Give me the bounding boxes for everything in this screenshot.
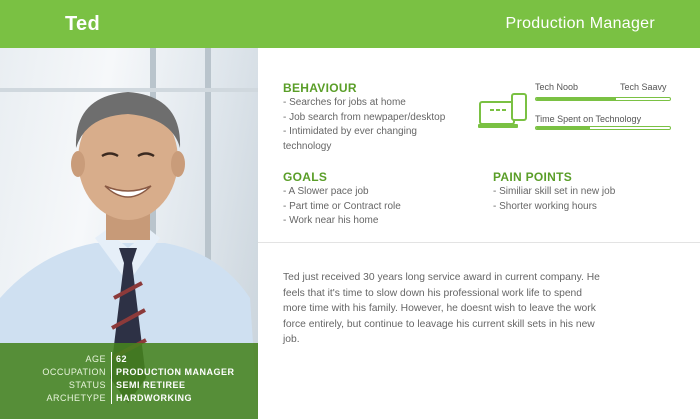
list-item: - Work near his home [283, 215, 379, 226]
list-item: - A Slower pace job [283, 186, 369, 197]
pain-points-list [493, 185, 683, 214]
tech-saavy-label: Tech Saavy [620, 82, 667, 92]
persona-name: Ted [65, 12, 100, 35]
time-spent-meter [535, 126, 671, 130]
profile-key: ARCHETYPE [46, 393, 106, 403]
tech-savvy-meter [535, 97, 671, 101]
list-item: - Similiar skill set in new job [493, 186, 616, 197]
time-spent-label: Time Spent on Technology [535, 114, 642, 124]
tech-noob-label: Tech Noob [535, 82, 579, 92]
profile-value: 62 [116, 354, 128, 364]
section-divider [258, 242, 700, 243]
profile-value: SEMI RETIREE [116, 380, 186, 390]
header-bar [0, 0, 700, 48]
list-item: technology [283, 140, 332, 152]
profile-key: AGE [85, 354, 106, 364]
profile-row-status [0, 380, 258, 393]
behaviour-title: BEHAVIOUR [283, 81, 357, 95]
list-item: - Part time or Contract role [283, 200, 401, 212]
devices-icon [478, 92, 528, 130]
profile-key: STATUS [68, 380, 106, 390]
profile-value: PRODUCTION MANAGER [116, 367, 235, 377]
list-item: - Shorter working hours [493, 200, 597, 212]
profile-row-archetype [0, 393, 258, 406]
profile-key: OCCUPATION [42, 367, 106, 377]
goals-title: GOALS [283, 170, 328, 184]
list-item: - Intimidated by ever changing [283, 126, 417, 137]
profile-value: HARDWORKING [116, 393, 192, 403]
behaviour-list [283, 96, 473, 154]
list-item: - Searches for jobs at home [283, 97, 406, 108]
profile-row-age [0, 354, 258, 367]
persona-role: Production Manager [505, 15, 655, 32]
time-spent-fill [536, 127, 590, 129]
tech-savvy-fill [536, 98, 616, 100]
persona-bio: Ted just received 30 years long service award in current company. He feels that it's time to slow down his professional work life to spend more time with his family. However, he doesnt wish to leave the work force entirely, but continue to leavage his current skill sets in his new job. [283, 272, 600, 345]
goals-list [283, 185, 473, 229]
pain-points-title: PAIN POINTS [493, 170, 573, 184]
profile-row-occupation [0, 367, 258, 380]
list-item: - Job search from newpaper/desktop [283, 111, 446, 123]
